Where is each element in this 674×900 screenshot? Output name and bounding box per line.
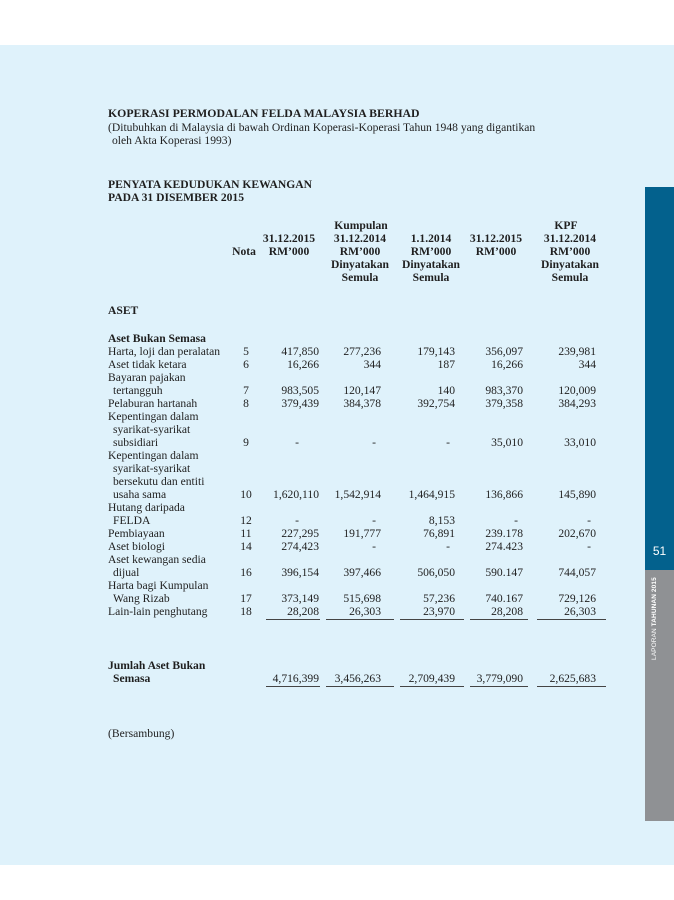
- row-value: -: [295, 436, 299, 449]
- row-value: 983,505: [281, 384, 319, 397]
- group-header-kpf: KPF: [554, 219, 578, 232]
- total-value: 3,779,090: [476, 672, 523, 685]
- row-value: 120,147: [343, 384, 381, 397]
- row-value: 191,777: [343, 527, 381, 540]
- row-value: 274.423: [485, 540, 523, 553]
- row-value: -: [587, 540, 591, 553]
- column-header-date: 31.12.2014: [333, 232, 387, 245]
- column-header-unit: RM’000: [268, 245, 310, 258]
- column-header-note2: Semula: [412, 271, 450, 284]
- column-header-date: 31.12.2015: [262, 232, 316, 245]
- total-rule: [470, 686, 528, 687]
- row-label: Harta, loji dan peralatan: [108, 345, 221, 358]
- row-value: -: [446, 540, 450, 553]
- column-header-note1: Dinyatakan: [402, 258, 460, 271]
- row-value: 26,303: [564, 605, 596, 618]
- company-name: KOPERASI PERMODALAN FELDA MALAYSIA BERHAD: [108, 106, 420, 120]
- subtotal-rule: [400, 619, 464, 620]
- row-value: 515,698: [343, 592, 381, 605]
- row-label: Harta bagi Kumpulan: [108, 579, 209, 592]
- row-value: 740.167: [485, 592, 523, 605]
- report-prefix: LAPORAN: [651, 628, 658, 660]
- row-label: Wang Rizab: [113, 592, 170, 605]
- column-header-note2: Semula: [551, 271, 589, 284]
- column-header-unit: RM’000: [410, 245, 452, 258]
- row-value: 145,890: [558, 488, 596, 501]
- row-value: 23,970: [423, 605, 455, 618]
- total-label-line2: Semasa: [113, 672, 151, 685]
- row-value: -: [372, 540, 376, 553]
- row-value: -: [514, 514, 518, 527]
- row-label: dijual: [113, 566, 140, 579]
- total-rule: [400, 686, 464, 687]
- row-value: 983,370: [485, 384, 523, 397]
- row-value: 239.178: [485, 527, 523, 540]
- total-rule: [537, 686, 606, 687]
- row-label: FELDA: [113, 514, 151, 527]
- row-value: 187: [437, 358, 455, 371]
- row-nota: 5: [243, 345, 249, 358]
- total-rule: [326, 686, 394, 687]
- document-page: [0, 45, 674, 865]
- row-value: 239,981: [558, 345, 596, 358]
- subsection-aset-bukan-semasa: Aset Bukan Semasa: [108, 332, 206, 345]
- row-nota: 18: [240, 605, 252, 618]
- row-value: 392,754: [417, 397, 455, 410]
- row-value: 227,295: [281, 527, 319, 540]
- row-value: 356,097: [485, 345, 523, 358]
- row-value: 397,466: [343, 566, 381, 579]
- subtotal-rule: [537, 619, 606, 620]
- row-value: 1,542,914: [334, 488, 381, 501]
- row-value: 16,266: [491, 358, 523, 371]
- row-value: 26,303: [349, 605, 381, 618]
- row-value: 396,154: [281, 566, 319, 579]
- column-header-note2: Semula: [341, 271, 379, 284]
- row-label: Hutang daripada: [108, 501, 185, 514]
- row-label: usaha sama: [113, 488, 167, 501]
- total-value: 2,625,683: [549, 672, 596, 685]
- row-value: 76,891: [423, 527, 455, 540]
- total-label-line1: Jumlah Aset Bukan: [108, 659, 206, 672]
- row-value: 8,153: [428, 514, 455, 527]
- row-value: 57,236: [423, 592, 455, 605]
- row-value: -: [295, 514, 299, 527]
- subtotal-rule: [266, 619, 320, 620]
- total-value: 4,716,399: [272, 672, 319, 685]
- company-subtitle-line1: (Ditubuhkan di Malaysia di bawah Ordinan Koperasi-Koperasi Tahun 1948 yang digantikan: [108, 121, 536, 134]
- column-header-date: 31.12.2014: [543, 232, 597, 245]
- row-label: Bayaran pajakan: [108, 371, 186, 384]
- column-header-date: 1.1.2014: [410, 232, 452, 245]
- row-value: 136,866: [485, 488, 523, 501]
- row-label: subsidiari: [113, 436, 159, 449]
- row-nota: 8: [243, 397, 249, 410]
- row-label: Pembiayaan: [108, 527, 165, 540]
- row-value: 744,057: [558, 566, 596, 579]
- column-header-unit: RM’000: [339, 245, 381, 258]
- row-label: Kepentingan dalam: [108, 449, 199, 462]
- row-nota: 10: [240, 488, 252, 501]
- row-value: 179,143: [417, 345, 455, 358]
- row-nota: 17: [240, 592, 252, 605]
- row-value: -: [372, 514, 376, 527]
- statement-date: PADA 31 DISEMBER 2015: [108, 191, 245, 204]
- section-aset: ASET: [108, 304, 139, 317]
- row-value: -: [446, 436, 450, 449]
- row-label: Aset tidak ketara: [108, 358, 187, 371]
- row-label: Kepentingan dalam: [108, 410, 199, 423]
- row-label: Lain-lain penghutang: [108, 605, 208, 618]
- column-header-note1: Dinyatakan: [331, 258, 389, 271]
- row-value: 120,009: [558, 384, 596, 397]
- row-value: 379,439: [281, 397, 319, 410]
- row-nota: 11: [240, 527, 252, 540]
- row-label: Aset biologi: [108, 540, 166, 553]
- column-header-date: 31.12.2015: [469, 232, 523, 245]
- report-title-vertical: [651, 577, 658, 660]
- side-band-gray: [645, 570, 674, 821]
- column-header-unit: RM’000: [475, 245, 517, 258]
- row-value: 373,149: [281, 592, 319, 605]
- row-value: 274,423: [281, 540, 319, 553]
- subtotal-rule: [326, 619, 394, 620]
- column-header-unit: RM’000: [549, 245, 591, 258]
- total-rule: [266, 686, 320, 687]
- row-value: -: [587, 514, 591, 527]
- row-value: 35,010: [491, 436, 523, 449]
- row-nota: 6: [243, 358, 249, 371]
- report-suffix: TAHUNAN 2015: [651, 577, 658, 627]
- row-value: -: [372, 436, 376, 449]
- side-band-accent: [645, 187, 674, 570]
- row-value: 140: [437, 384, 455, 397]
- row-value: 202,670: [558, 527, 596, 540]
- row-label: bersekutu dan entiti: [113, 475, 205, 488]
- row-nota: 7: [243, 384, 249, 397]
- row-value: 344: [363, 358, 381, 371]
- row-value: 1,620,110: [273, 488, 319, 501]
- company-subtitle-line2: oleh Akta Koperasi 1993): [112, 134, 232, 147]
- row-value: 384,293: [558, 397, 596, 410]
- row-label: Pelaburan hartanah: [108, 397, 198, 410]
- group-header-kumpulan: Kumpulan: [334, 219, 388, 232]
- row-nota: 9: [243, 436, 249, 449]
- row-value: 506,050: [417, 566, 455, 579]
- row-label: tertangguh: [113, 384, 163, 397]
- row-value: 33,010: [564, 436, 596, 449]
- row-label: syarikat-syarikat: [113, 423, 191, 436]
- row-value: 1,464,915: [408, 488, 455, 501]
- row-nota: 14: [240, 540, 252, 553]
- row-value: 417,850: [281, 345, 319, 358]
- row-value: 344: [578, 358, 596, 371]
- row-label: syarikat-syarikat: [113, 462, 191, 475]
- row-value: 590.147: [485, 566, 523, 579]
- row-value: 384,378: [343, 397, 381, 410]
- row-nota: 16: [240, 566, 252, 579]
- row-value: 28,208: [287, 605, 319, 618]
- subtotal-rule: [470, 619, 528, 620]
- row-value: 277,236: [343, 345, 381, 358]
- column-header-nota: Nota: [232, 245, 256, 258]
- row-value: 729,126: [558, 592, 596, 605]
- row-nota: 12: [240, 514, 252, 527]
- row-label: Aset kewangan sedia: [108, 553, 206, 566]
- page-number: 51: [652, 544, 667, 558]
- continued-note: (Bersambung): [108, 727, 175, 740]
- total-value: 2,709,439: [408, 672, 455, 685]
- row-value: 379,358: [485, 397, 523, 410]
- statement-title: PENYATA KEDUDUKAN KEWANGAN: [108, 178, 312, 191]
- row-value: 28,208: [491, 605, 523, 618]
- row-value: 16,266: [287, 358, 319, 371]
- total-value: 3,456,263: [334, 672, 381, 685]
- column-header-note1: Dinyatakan: [541, 258, 599, 271]
